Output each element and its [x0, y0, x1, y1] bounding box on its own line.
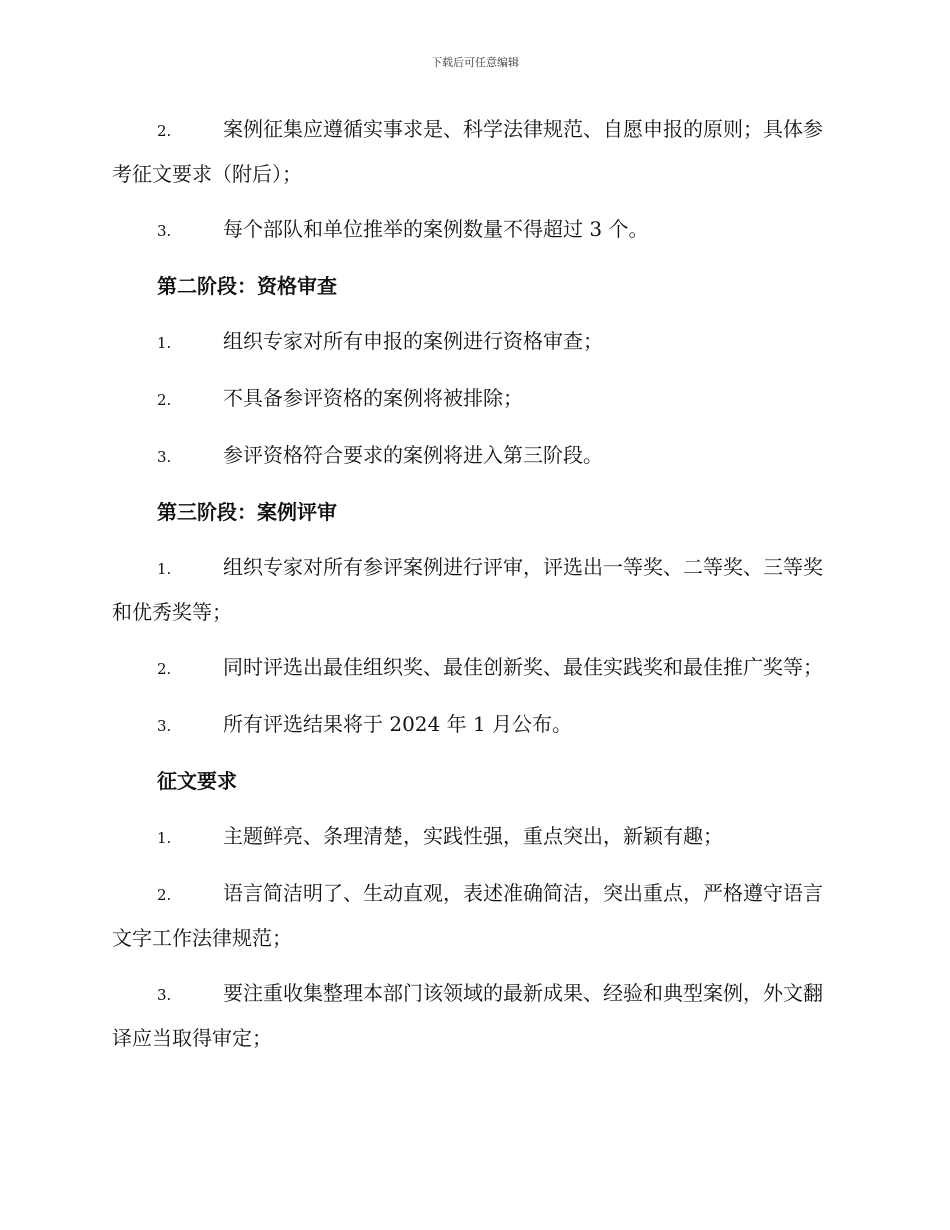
list-item-text: 所有评选结果将于 2024 年 1 月公布。	[223, 712, 573, 736]
section-heading: 第二阶段：资格审查	[157, 274, 337, 298]
list-item-number: 2.	[157, 122, 172, 140]
page-header: 下载后可任意编辑	[431, 56, 519, 69]
list-item-text: 同时评选出最佳组织奖、最佳创新奖、最佳实践奖和最佳推广奖等；	[223, 655, 823, 679]
list-item	[112, 872, 834, 960]
list-item	[112, 646, 834, 691]
list-item-number: 3.	[157, 717, 172, 735]
list-item	[112, 703, 834, 748]
list-item-number: 3.	[157, 222, 172, 240]
list-item	[112, 815, 834, 860]
list-item	[112, 972, 834, 1060]
document-body	[112, 108, 834, 1072]
list-item-number: 2.	[157, 886, 172, 904]
list-item	[112, 208, 834, 253]
list-item-text: 组织专家对所有申报的案例进行资格审查；	[223, 329, 603, 353]
list-item-text: 语言简洁明了、生动直观，表述准确简洁，突出重点，严格遵守语言文字工作法律规范；	[112, 881, 823, 950]
list-item-text: 参评资格符合要求的案例将进入第三阶段。	[223, 443, 603, 467]
list-item-number: 2.	[157, 391, 172, 409]
list-item	[112, 320, 834, 365]
section-heading: 征文要求	[157, 769, 237, 793]
list-item	[112, 434, 834, 479]
list-item-number: 2.	[157, 660, 172, 678]
list-item	[112, 108, 834, 196]
list-item-number: 3.	[157, 448, 172, 466]
list-item-text: 案例征集应遵循实事求是、科学法律规范、自愿申报的原则；具体参考征文要求（附后）；	[112, 117, 823, 186]
list-item-number: 1.	[157, 829, 172, 847]
list-item	[112, 546, 834, 634]
list-item-text: 主题鲜亮、条理清楚，实践性强，重点突出，新颖有趣；	[223, 824, 723, 848]
list-item-text: 每个部队和单位推举的案例数量不得超过 3 个。	[223, 217, 649, 241]
list-item	[112, 377, 834, 422]
list-item-text: 要注重收集整理本部门该领域的最新成果、经验和典型案例，外文翻译应当取得审定；	[112, 981, 823, 1050]
list-item-text: 组织专家对所有参评案例进行评审，评选出一等奖、二等奖、三等奖和优秀奖等；	[112, 555, 823, 624]
list-item-number: 1.	[157, 560, 172, 578]
list-item-number: 1.	[157, 334, 172, 352]
section-heading: 第三阶段：案例评审	[157, 500, 337, 524]
list-item-number: 3.	[157, 986, 172, 1004]
list-item-text: 不具备参评资格的案例将被排除；	[223, 386, 523, 410]
